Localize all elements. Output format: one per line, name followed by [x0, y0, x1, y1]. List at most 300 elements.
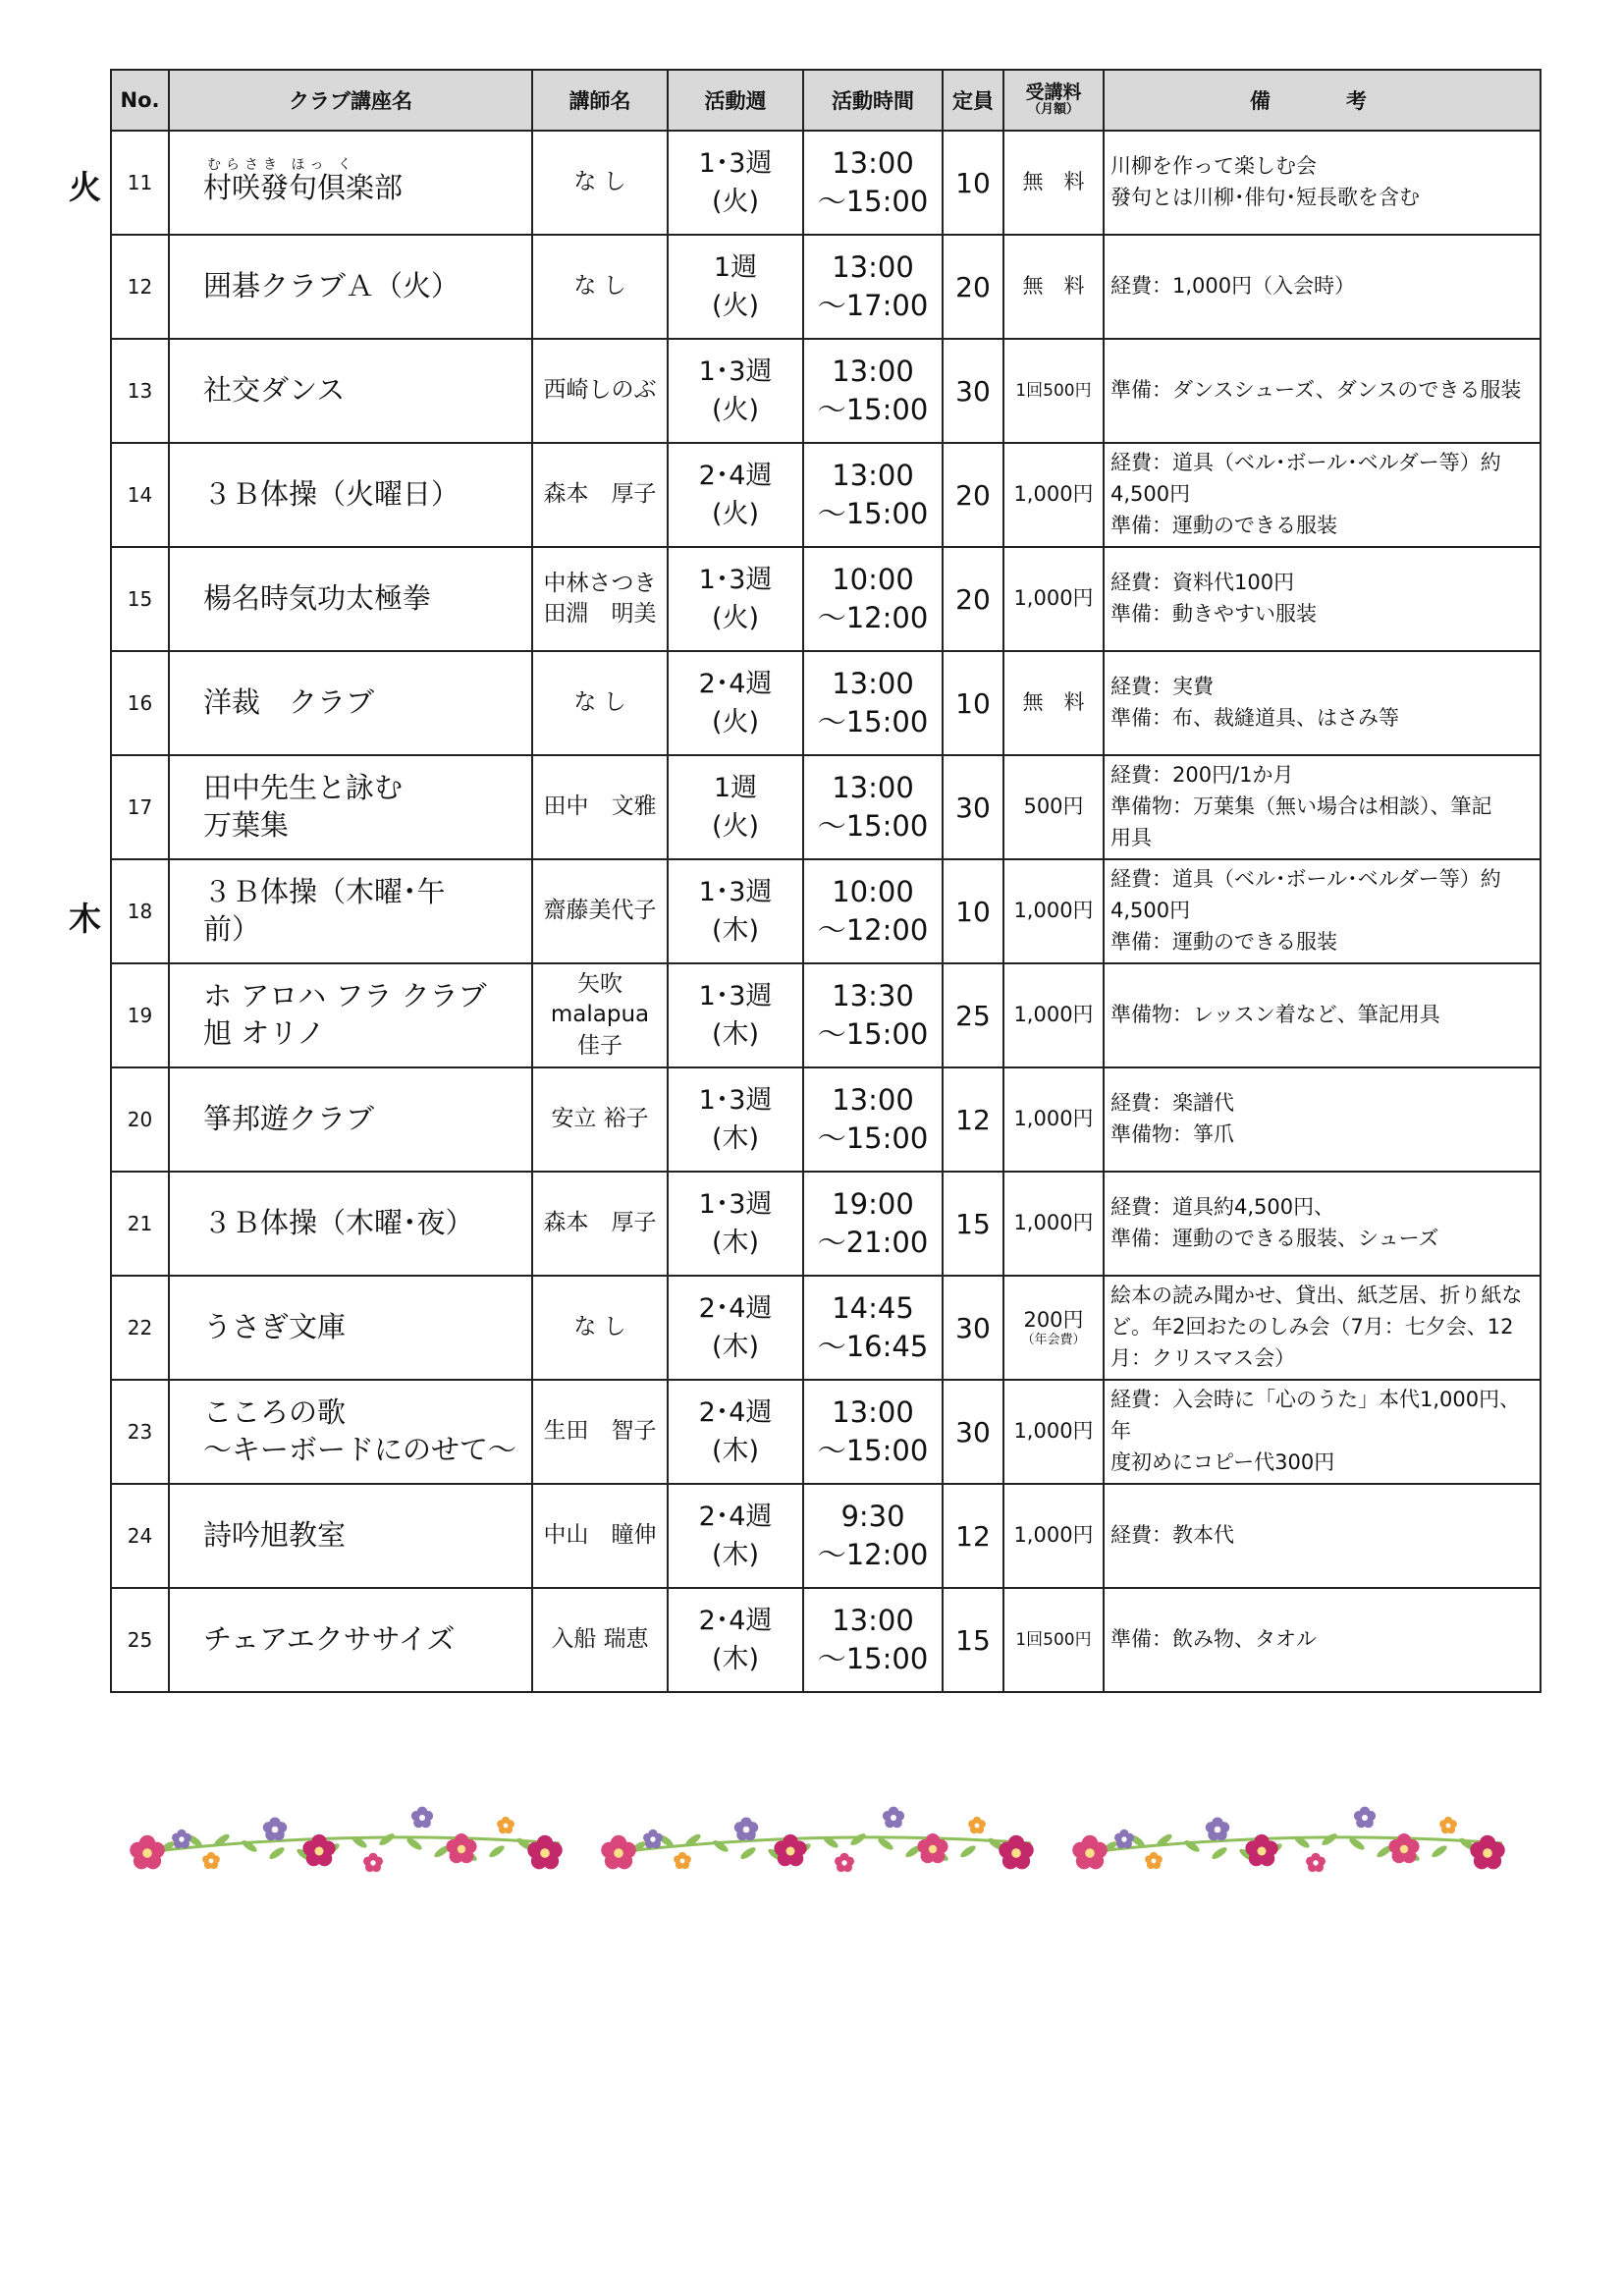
- flower-icon: [263, 1817, 287, 1840]
- leaf-decoration: [1431, 1843, 1449, 1859]
- week-value: 1週: [713, 772, 758, 803]
- leaf-decoration: [268, 1845, 287, 1861]
- capacity: 20: [943, 235, 1003, 339]
- instructor: 田中 文雅: [532, 755, 668, 859]
- time-start: 13:00: [832, 145, 914, 180]
- header-no: No.: [111, 70, 169, 131]
- flower-icon: [1354, 1807, 1376, 1829]
- time-end: ～15:00: [817, 705, 929, 738]
- flower-icon: [411, 1807, 433, 1829]
- fee: [1003, 443, 1104, 547]
- notes-line: 用具: [1110, 825, 1152, 849]
- notes-line: 経費：道具約4,500円、: [1110, 1195, 1335, 1220]
- activity-time: [803, 131, 943, 235]
- club-name-text: 箏邦遊クラブ: [203, 1102, 375, 1136]
- week-value: 1･3週: [698, 1084, 773, 1116]
- notes-line: 準備：動きやすい服装: [1110, 602, 1317, 626]
- activity-time: [803, 1484, 943, 1588]
- flower-icon: [130, 1835, 165, 1870]
- notes-line: 経費：教本代: [1110, 1523, 1234, 1548]
- week-day: (木): [711, 1644, 760, 1674]
- row-number: 24: [111, 1484, 169, 1588]
- week-value: 1･3週: [698, 1188, 773, 1220]
- header-capacity: 定員: [943, 70, 1003, 131]
- flower-icon: [1206, 1817, 1229, 1840]
- row-number: 19: [111, 963, 169, 1067]
- leaf-decoration: [378, 1831, 397, 1847]
- header-time: 活動時間: [803, 70, 943, 131]
- table-row: [111, 963, 1541, 1067]
- instructor: 入船 瑞恵: [532, 1588, 668, 1692]
- notes-line: 月：クリスマス会）: [1110, 1345, 1296, 1370]
- fee: [1003, 651, 1104, 755]
- time-end: ～16:45: [817, 1330, 929, 1363]
- club-name: [169, 1484, 532, 1588]
- capacity: 30: [943, 755, 1003, 859]
- fee-value: 1,000円: [1013, 1003, 1094, 1027]
- activity-time: [803, 859, 943, 963]
- activity-time: [803, 1588, 943, 1692]
- club-name: [169, 651, 532, 755]
- week-day: (木): [711, 1540, 760, 1570]
- notes-line: 経費：1,000円（入会時）: [1110, 274, 1356, 299]
- day-label-tuesday: 火: [69, 168, 101, 206]
- week-day: (火): [711, 811, 760, 842]
- row-number: 13: [111, 339, 169, 443]
- activity-time: [803, 1380, 943, 1484]
- activity-time: [803, 1172, 943, 1276]
- leaf-decoration: [1211, 1845, 1229, 1861]
- table-row: [111, 1380, 1541, 1484]
- table-row: [111, 339, 1541, 443]
- week-day: (木): [711, 1332, 760, 1362]
- club-schedule-table: [110, 69, 1542, 1693]
- notes-line: 準備：運動のできる服装: [1110, 513, 1337, 537]
- time-end: ～21:00: [817, 1226, 929, 1259]
- activity-week: [668, 859, 803, 963]
- fee: [1003, 1588, 1104, 1692]
- leaf-decoration: [849, 1831, 868, 1847]
- notes: [1104, 963, 1541, 1067]
- header-week: 活動週: [668, 70, 803, 131]
- flower-icon: [601, 1835, 636, 1870]
- week-day: (火): [711, 707, 760, 738]
- capacity: 20: [943, 547, 1003, 651]
- time-start: 10:00: [832, 562, 914, 596]
- flower-icon: [1439, 1817, 1457, 1833]
- instructor: な し: [532, 131, 668, 235]
- club-name-text: うさぎ文庫: [203, 1310, 347, 1344]
- notes: [1104, 443, 1541, 547]
- activity-week: [668, 1172, 803, 1276]
- week-day: (火): [711, 291, 760, 321]
- capacity: 12: [943, 1067, 1003, 1172]
- fee-value: 500円: [1023, 794, 1084, 819]
- row-number: 21: [111, 1172, 169, 1276]
- instructor: な し: [532, 1276, 668, 1380]
- row-number: 22: [111, 1276, 169, 1380]
- week-day: (木): [711, 1123, 760, 1154]
- club-name-text: ３Ｂ体操（火曜日）: [203, 477, 460, 512]
- notes: [1104, 131, 1541, 235]
- week-day: (火): [711, 499, 760, 529]
- notes: [1104, 651, 1541, 755]
- notes: [1104, 1588, 1541, 1692]
- week-day: (火): [711, 187, 760, 217]
- time-start: 19:00: [832, 1186, 914, 1221]
- leaf-decoration: [1321, 1831, 1339, 1847]
- notes-line: 準備：飲み物、タオル: [1110, 1627, 1317, 1652]
- row-number: 11: [111, 131, 169, 235]
- instructor: 齋藤美代子: [532, 859, 668, 963]
- fee-value: 1,000円: [1013, 1419, 1094, 1444]
- row-number: 15: [111, 547, 169, 651]
- table-row: [111, 547, 1541, 651]
- fee-value: 1,000円: [1013, 1107, 1094, 1131]
- time-start: 10:00: [832, 874, 914, 908]
- fee: [1003, 1172, 1104, 1276]
- day-label-thursday: 木: [69, 900, 101, 938]
- capacity: 12: [943, 1484, 1003, 1588]
- week-value: 2･4週: [698, 1292, 773, 1324]
- notes-line: 準備物：万葉集（無い場合は相談）、筆記: [1110, 794, 1492, 819]
- notes-line: 川柳を作って楽しむ会: [1110, 154, 1317, 179]
- activity-time: [803, 235, 943, 339]
- flower-icon: [968, 1817, 986, 1833]
- time-start: 13:00: [832, 770, 914, 804]
- leaf-decoration: [1183, 1838, 1202, 1854]
- club-name: [169, 859, 532, 963]
- notes: [1104, 755, 1541, 859]
- activity-week: [668, 443, 803, 547]
- row-number: 17: [111, 755, 169, 859]
- instructor: 中山 瞳伸: [532, 1484, 668, 1588]
- fee: [1003, 131, 1104, 235]
- capacity: 10: [943, 131, 1003, 235]
- activity-time: [803, 963, 943, 1067]
- instructor: 生田 智子: [532, 1380, 668, 1484]
- flower-icon: [1114, 1830, 1134, 1848]
- activity-time: [803, 547, 943, 651]
- fee: [1003, 547, 1104, 651]
- activity-week: [668, 339, 803, 443]
- time-start: 14:45: [832, 1290, 914, 1325]
- club-name-text: 囲碁クラブＡ（火）: [203, 269, 460, 303]
- capacity: 30: [943, 1380, 1003, 1484]
- table-row: [111, 1276, 1541, 1380]
- row-number: 18: [111, 859, 169, 963]
- flower-garland: [128, 1792, 1542, 1900]
- flower-icon: [1072, 1835, 1108, 1870]
- flower-icon: [883, 1807, 904, 1829]
- activity-week: [668, 131, 803, 235]
- header-club-name: クラブ講座名: [169, 70, 532, 131]
- table-row: [111, 1484, 1541, 1588]
- flower-icon: [1145, 1852, 1163, 1869]
- club-name-text: 詩吟旭教室: [203, 1518, 347, 1553]
- fee-value: 無 料: [1022, 274, 1085, 299]
- time-start: 13:00: [832, 1394, 914, 1429]
- notes-line: 準備：ダンスシューズ、ダンスのできる服装: [1110, 378, 1522, 403]
- time-end: ～15:00: [817, 185, 929, 218]
- club-name-text: 洋裁 クラブ: [203, 685, 375, 720]
- fee: [1003, 755, 1104, 859]
- notes-line: 準備物：箏爪: [1110, 1122, 1234, 1146]
- week-value: 2･4週: [698, 1605, 773, 1636]
- flower-icon: [643, 1830, 663, 1848]
- table-row: [111, 859, 1541, 963]
- notes-line: 發句とは川柳･俳句･短長歌を含む: [1110, 186, 1420, 209]
- fee: [1003, 339, 1104, 443]
- club-name-text: 社交ダンス: [203, 373, 346, 408]
- instructor: 安立 裕子: [532, 1067, 668, 1172]
- notes: [1104, 1067, 1541, 1172]
- week-day: (木): [711, 1019, 760, 1050]
- notes: [1104, 547, 1541, 651]
- club-name-text: 田中先生と詠む 万葉集: [203, 771, 404, 842]
- week-value: 1･3週: [698, 147, 773, 179]
- time-end: ～12:00: [817, 913, 929, 947]
- activity-time: [803, 443, 943, 547]
- club-name-text: チェアエクササイズ: [203, 1622, 456, 1657]
- notes: [1104, 235, 1541, 339]
- table-row: [111, 131, 1541, 235]
- fee-value: 1,000円: [1013, 586, 1094, 611]
- instructor: な し: [532, 651, 668, 755]
- time-end: ～15:00: [817, 393, 929, 426]
- club-name: [169, 131, 532, 235]
- notes: [1104, 1484, 1541, 1588]
- club-name-text: ３Ｂ体操（木曜･夜）: [203, 1206, 474, 1240]
- instructor: 中林さつき 田淵 明美: [532, 547, 668, 651]
- club-name-text: 村咲發句倶楽部: [203, 171, 404, 205]
- table-row: [111, 651, 1541, 755]
- capacity: 15: [943, 1588, 1003, 1692]
- time-start: 13:00: [832, 249, 914, 284]
- activity-time: [803, 1067, 943, 1172]
- capacity: 15: [943, 1172, 1003, 1276]
- week-day: (木): [711, 1228, 760, 1258]
- time-end: ～15:00: [817, 1642, 929, 1675]
- capacity: 10: [943, 651, 1003, 755]
- club-name: [169, 1380, 532, 1484]
- club-name: [169, 339, 532, 443]
- leaf-decoration: [712, 1838, 730, 1854]
- row-number: 20: [111, 1067, 169, 1172]
- time-start: 13:30: [832, 978, 914, 1012]
- club-name: [169, 547, 532, 651]
- fee: [1003, 1380, 1104, 1484]
- week-value: 1･3週: [698, 355, 773, 387]
- time-end: ～15:00: [817, 1017, 929, 1051]
- header-row: [111, 70, 1541, 131]
- club-name: [169, 1172, 532, 1276]
- notes-line: 経費：200円/1か月: [1110, 763, 1294, 788]
- notes-line: 経費：実費: [1110, 675, 1214, 699]
- club-name-text: こころの歌 ～キーボードにのせて～: [203, 1395, 517, 1466]
- week-value: 2･4週: [698, 460, 773, 491]
- leaf-decoration: [959, 1843, 978, 1859]
- fee: [1003, 1276, 1104, 1380]
- club-name: [169, 1276, 532, 1380]
- flower-icon: [497, 1817, 514, 1833]
- activity-week: [668, 1588, 803, 1692]
- notes-line: ど。年2回おたのしみ会（7月：七夕会、12: [1110, 1315, 1514, 1339]
- row-number: 14: [111, 443, 169, 547]
- header-notes: 備 考: [1104, 70, 1541, 131]
- instructor: 西崎しのぶ: [532, 339, 668, 443]
- fee-value: 無 料: [1022, 170, 1085, 194]
- leaf-decoration: [488, 1843, 507, 1859]
- flower-icon: [172, 1830, 191, 1848]
- notes-line: 4,500円: [1110, 899, 1191, 923]
- notes-line: 経費：道具（ベル･ボール･ベルダー等）約: [1110, 867, 1501, 892]
- fee: [1003, 859, 1104, 963]
- time-end: ～12:00: [817, 1538, 929, 1571]
- table-row: [111, 235, 1541, 339]
- notes: [1104, 859, 1541, 963]
- table-row: [111, 443, 1541, 547]
- leaf-decoration: [241, 1838, 259, 1854]
- notes: [1104, 1276, 1541, 1380]
- week-value: 1･3週: [698, 876, 773, 907]
- week-day: (木): [711, 1436, 760, 1466]
- club-name-text: ３Ｂ体操（木曜･午 前）: [203, 875, 446, 946]
- notes-line: 経費：道具（ベル･ボール･ベルダー等）約: [1110, 451, 1501, 475]
- capacity: 30: [943, 1276, 1003, 1380]
- fee: [1003, 1067, 1104, 1172]
- club-name-ruby: むらさき ほっ く: [207, 156, 356, 173]
- activity-week: [668, 1484, 803, 1588]
- header-fee-sub: （月額）: [1027, 102, 1079, 118]
- fee-value: 1,000円: [1013, 1523, 1094, 1548]
- flower-icon: [835, 1853, 854, 1872]
- table-row: [111, 1172, 1541, 1276]
- fee-value: 1,000円: [1013, 899, 1094, 923]
- club-name: [169, 755, 532, 859]
- notes-line: 経費：楽譜代: [1110, 1091, 1234, 1116]
- notes: [1104, 339, 1541, 443]
- activity-week: [668, 963, 803, 1067]
- time-end: ～12:00: [817, 601, 929, 634]
- club-name: [169, 235, 532, 339]
- time-end: ～15:00: [817, 1121, 929, 1155]
- table-body: [111, 131, 1541, 1692]
- leaf-decoration: [739, 1845, 758, 1861]
- activity-week: [668, 1380, 803, 1484]
- activity-week: [668, 755, 803, 859]
- notes-line: 準備：運動のできる服装、シューズ: [1110, 1227, 1439, 1250]
- capacity: 25: [943, 963, 1003, 1067]
- club-name-text: 楊名時気功太極拳: [203, 581, 432, 616]
- week-day: (火): [711, 395, 760, 425]
- week-value: 2･4週: [698, 1396, 773, 1428]
- week-value: 2･4週: [698, 1501, 773, 1532]
- fee-value: 1,000円: [1013, 1211, 1094, 1235]
- row-number: 23: [111, 1380, 169, 1484]
- flower-icon: [674, 1852, 691, 1869]
- notes-line: 4,500円: [1110, 482, 1191, 507]
- club-name: [169, 1588, 532, 1692]
- instructor: 森本 厚子: [532, 443, 668, 547]
- instructor: 矢吹 malapua 佳子: [532, 963, 668, 1067]
- activity-time: [803, 651, 943, 755]
- week-day: (火): [711, 603, 760, 633]
- fee-sub-label: （年会費）: [1021, 1332, 1086, 1347]
- time-end: ～15:00: [817, 809, 929, 843]
- flower-icon: [202, 1852, 220, 1869]
- activity-time: [803, 339, 943, 443]
- notes-line: 準備：布、裁縫道具、はさみ等: [1110, 706, 1399, 730]
- flower-icon: [734, 1817, 758, 1840]
- capacity: 30: [943, 339, 1003, 443]
- week-value: 1週: [713, 251, 758, 283]
- fee-value: 1回500円: [1015, 380, 1092, 401]
- club-name: [169, 443, 532, 547]
- notes-line: 準備：運動のできる服装: [1110, 929, 1337, 954]
- time-start: 13:00: [832, 1082, 914, 1117]
- row-number: 25: [111, 1588, 169, 1692]
- time-start: 13:00: [832, 354, 914, 388]
- fee: [1003, 235, 1104, 339]
- week-value: 1･3週: [698, 980, 773, 1011]
- notes: [1104, 1172, 1541, 1276]
- week-value: 1･3週: [698, 564, 773, 595]
- fee-value: 1,000円: [1013, 482, 1094, 507]
- club-name-text: ホ アロハ フラ クラブ 旭 オリノ: [203, 979, 487, 1050]
- notes: [1104, 1380, 1541, 1484]
- activity-week: [668, 1276, 803, 1380]
- flower-icon: [363, 1853, 383, 1872]
- activity-week: [668, 235, 803, 339]
- instructor: な し: [532, 235, 668, 339]
- time-end: ～17:00: [817, 289, 929, 322]
- header-instructor: 講師名: [532, 70, 668, 131]
- row-number: 12: [111, 235, 169, 339]
- time-start: 13:00: [832, 458, 914, 492]
- fee-value: 1回500円: [1015, 1629, 1092, 1650]
- activity-time: [803, 1276, 943, 1380]
- fee: [1003, 1484, 1104, 1588]
- notes-line: 経費：資料代100円: [1110, 571, 1295, 595]
- activity-week: [668, 1067, 803, 1172]
- table-row: [111, 1067, 1541, 1172]
- fee: [1003, 963, 1104, 1067]
- club-name: [169, 963, 532, 1067]
- header-fee: 受講料 （月額）: [1003, 70, 1104, 131]
- activity-week: [668, 547, 803, 651]
- fee-value: 200円: [1023, 1307, 1084, 1332]
- capacity: 20: [943, 443, 1003, 547]
- capacity: 10: [943, 859, 1003, 963]
- table-row: [111, 1588, 1541, 1692]
- activity-week: [668, 651, 803, 755]
- time-start: 13:00: [832, 1603, 914, 1637]
- activity-time: [803, 755, 943, 859]
- instructor: 森本 厚子: [532, 1172, 668, 1276]
- time-start: 13:00: [832, 666, 914, 700]
- week-value: 2･4週: [698, 668, 773, 699]
- notes-line: 度初めにコピー代300円: [1110, 1449, 1335, 1474]
- time-end: ～15:00: [817, 497, 929, 530]
- notes-line: 絵本の読み聞かせ、貸出、紙芝居、折り紙な: [1110, 1284, 1523, 1308]
- row-number: 16: [111, 651, 169, 755]
- week-day: (木): [711, 915, 760, 946]
- table-row: [111, 755, 1541, 859]
- notes-line: 準備物：レッスン着など、筆記用具: [1110, 1003, 1440, 1027]
- notes-line: 経費：入会時に「心のうた」本代1,000円、年: [1110, 1388, 1521, 1444]
- time-start: 9:30: [840, 1499, 905, 1533]
